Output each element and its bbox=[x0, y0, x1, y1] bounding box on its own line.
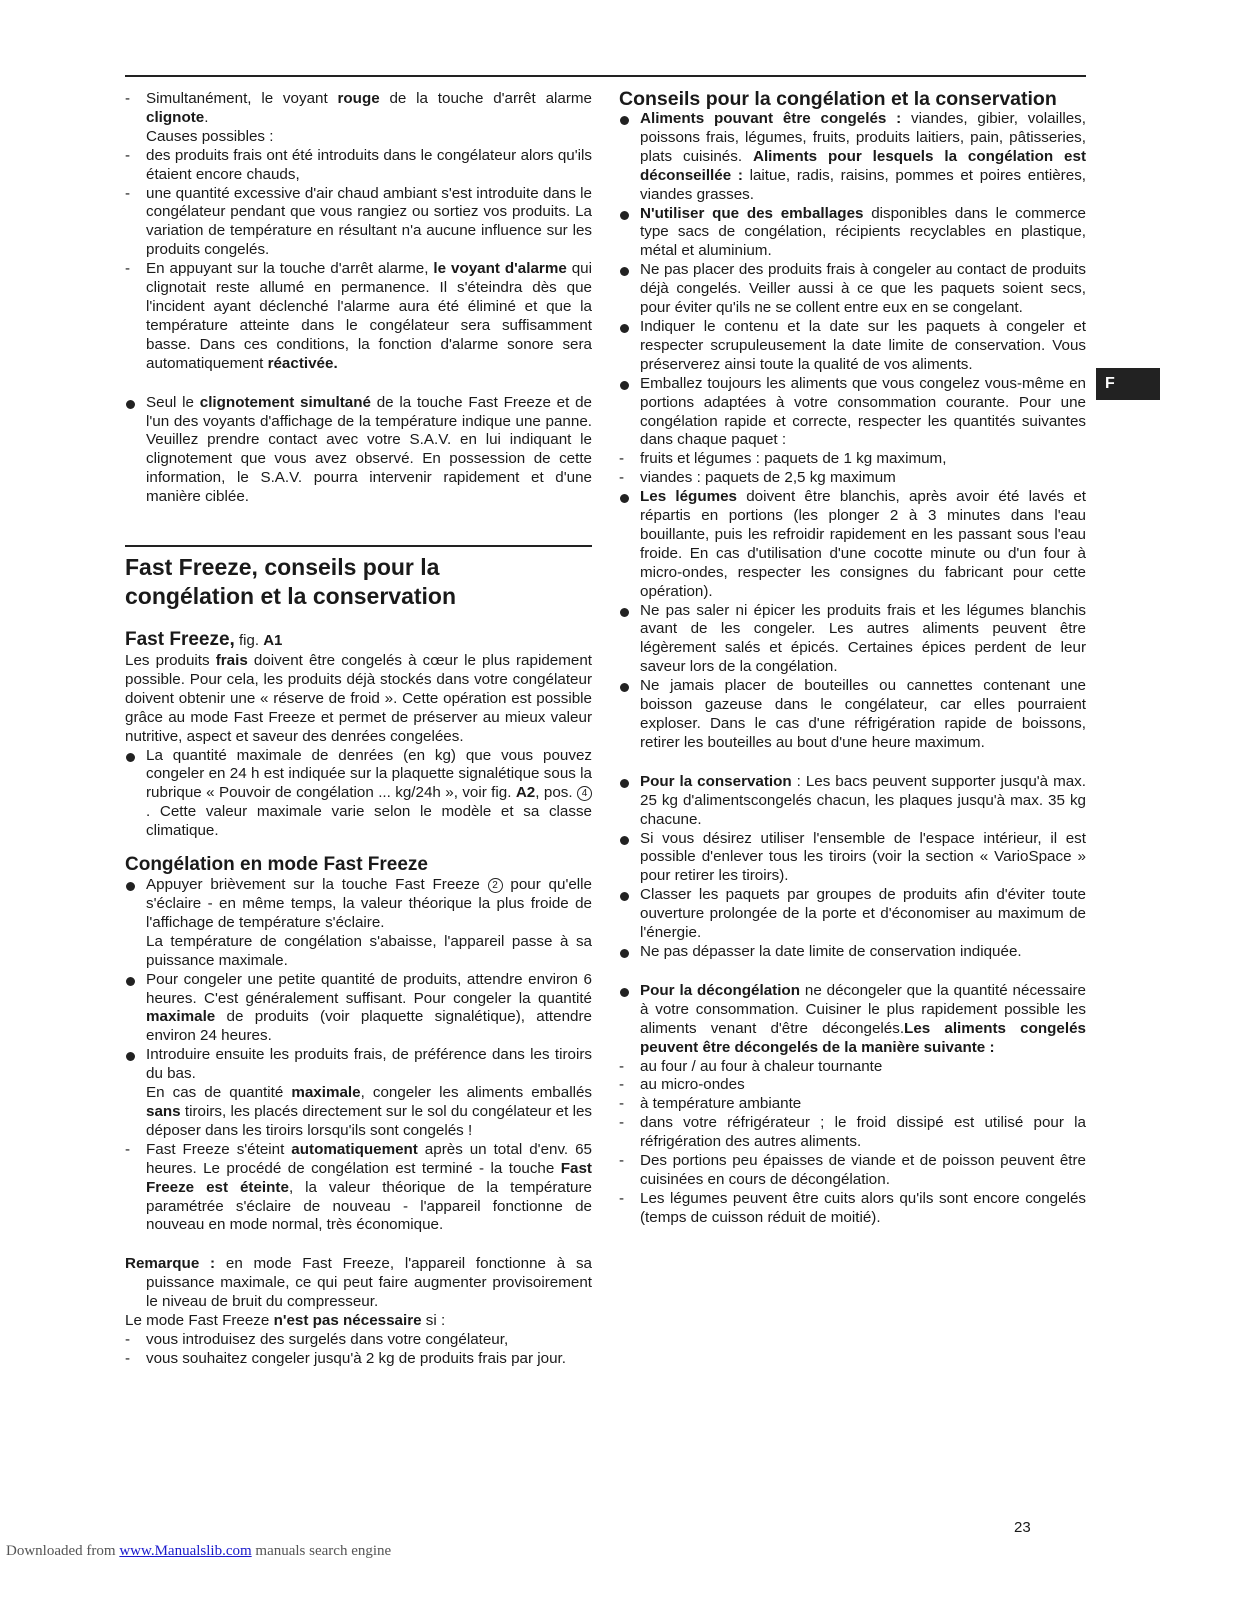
page-number: 23 bbox=[1014, 1519, 1031, 1536]
causes-title: Causes possibles : bbox=[146, 127, 274, 145]
panne-bullet: Seul le clignotement simultané de la touche Fast Freeze et de l'un des voyants d'affichage de la température indique une panne. Veuillez prendre contact avec votre S.A.V. en lui indiquant le clignotement que vous avez observé. En possession de cette information, le S.A.V. pourra intervenir rapidement et d'une manière ciblée. bbox=[125, 394, 592, 507]
not-needed-intro: Le mode Fast Freeze n'est pas nécessaire si : bbox=[125, 1312, 446, 1330]
not-needed-2: - vous souhaitez congeler jusqu'à 2 kg de produits frais par jour. bbox=[125, 1350, 592, 1369]
right-bullet-11: Classer les paquets par groupes de produits afin d'éviter toute ouverture prolongée de la porte et d'économiser au maximum de l'énergie. bbox=[619, 886, 1086, 943]
right-bullet-12: Ne pas dépasser la date limite de conservation indiquée. bbox=[619, 943, 1086, 962]
right-bullet-5: Emballez toujours les aliments que vous congelez vous-même en portions adaptées à votre consommation courante. Pour une congélation rapide et correcte, respecter les quantités suivantes dans chaque paquet : bbox=[619, 375, 1086, 451]
thaw-dash-1: - au four / au four à chaleur tournante bbox=[619, 1058, 1086, 1077]
right-bullet-9: Pour la conservation : Les bacs peuvent supporter jusqu'à max. 25 kg d'alimentscongelés chacun, les plaques jusqu'à max. 35 kg chacune. bbox=[619, 773, 1086, 830]
alarm-dash-1: - Simultanément, le voyant rouge de la touche d'arrêt alarme clignote. bbox=[125, 90, 592, 128]
fast-freeze-heading: Fast Freeze, fig. A1 bbox=[125, 629, 283, 651]
right-bullet-13: Pour la décongélation ne décongeler que la quantité nécessaire à votre consommation. Cuisiner le plus rapidement possible les aliments venant d'être décongelés.Les aliments congelés peuvent être décongelés de la manière suivante : bbox=[619, 982, 1086, 1058]
right-dash-viandes: - viandes : paquets de 2,5 kg maximum bbox=[619, 469, 1086, 488]
not-needed-1: - vous introduisez des surgelés dans votre congélateur, bbox=[125, 1331, 592, 1350]
thaw-dash-6: - Les légumes peuvent être cuits alors qu'ils sont encore congelés (temps de cuisson réduit de moitié). bbox=[619, 1190, 1086, 1228]
right-column bbox=[619, 88, 1086, 1228]
button-2-icon: 2 bbox=[488, 878, 503, 893]
section-rule bbox=[125, 545, 592, 547]
right-heading: Conseils pour la congélation et la conservation bbox=[619, 88, 1057, 110]
right-bullet-10: Si vous désirez utiliser l'ensemble de l'espace intérieur, il est possible d'enlever tous les tiroirs (voir la section « VarioSpace » pour retirer les tiroirs). bbox=[619, 830, 1086, 887]
top-rule bbox=[125, 75, 1086, 77]
right-bullet-2: N'utiliser que des emballages disponibles dans le commerce type sacs de congélation, récipients recyclables en plastique, métal et aluminium. bbox=[619, 205, 1086, 262]
manualslib-link[interactable]: www.Manualslib.com bbox=[119, 1543, 252, 1559]
position-4-icon: 4 bbox=[577, 786, 592, 801]
thaw-dash-2: - au micro-ondes bbox=[619, 1076, 1086, 1095]
remarque: Remarque : en mode Fast Freeze, l'appareil fonctionne à sa puissance maximale, ce qui peut faire augmenter provisoirement le niveau de bruit du compresseur. bbox=[125, 1255, 592, 1311]
right-dash-fruits: - fruits et légumes : paquets de 1 kg maximum, bbox=[619, 450, 1086, 469]
cause-1: - des produits frais ont été introduits dans le congélateur alors qu'ils étaient encore chauds, bbox=[125, 147, 592, 185]
thaw-dash-3: - à température ambiante bbox=[619, 1095, 1086, 1114]
congelation-dash: - Fast Freeze s'éteint automatiquement après un total d'env. 65 heures. Le procédé de congélation est terminé - la touche Fast Freeze est éteinte, la valeur théorique de la température paramétrée s'éclaire de nouveau - l'appareil fonctionne de nouveau en mode normal, très économique. bbox=[125, 1141, 592, 1236]
alarm-dash-2: - En appuyant sur la touche d'arrêt alarme, le voyant d'alarme qui clignotait reste allumé en permanence. Il s'éteindra dès que l'incident ayant déclenché l'alarme aura été éliminé et que la température atteinte dans le congélateur sera suffisamment basse. Dans ces conditions, la fonction d'alarme sonore sera automatiquement réactivée. bbox=[125, 260, 592, 373]
section-title: Fast Freeze, conseils pour la congélation et la conservation bbox=[125, 554, 457, 610]
cause-2: - une quantité excessive d'air chaud ambiant s'est introduite dans le congélateur pendant que vous rangiez ou sortiez vos produits. La variation de température en résultant n'a aucune influence sur les produits congelés. bbox=[125, 185, 592, 261]
congelation-bullet-1: Appuyer brièvement sur la touche Fast Freeze 2 pour qu'elle s'éclaire - en même temps, la valeur théorique la plus froide de l'affichage de température s'éclaire. bbox=[125, 876, 592, 933]
congelation-bullet-3-cont: En cas de quantité maximale, congeler les aliments emballés sans tiroirs, les placés directement sur le sol du congélateur et les déposer dans les tiroirs lorsqu'ils sont congelés ! bbox=[146, 1084, 592, 1139]
congelation-heading: Congélation en mode Fast Freeze bbox=[125, 854, 428, 876]
congelation-bullet-3: Introduire ensuite les produits frais, de préférence dans les tiroirs du bas. bbox=[125, 1046, 592, 1084]
right-bullet-4: Indiquer le contenu et la date sur les paquets à congeler et respecter scrupuleusement la date limite de conservation. Vous préserverez ainsi toute la qualité de vos aliments. bbox=[619, 318, 1086, 375]
right-bullet-6: Les légumes doivent être blanchis, après avoir été lavés et répartis en portions (les plonger 2 à 3 minutes dans l'eau bouillante, puis les refroidir rapidement en les passant sous l'eau froide. En cas d'utilisation d'une cocotte minute ou d'un four à micro-ondes, respecter les consignes du fabricant pour cette opération). bbox=[619, 488, 1086, 601]
thaw-dash-4: - dans votre réfrigérateur ; le froid dissipé est utilisé pour la réfrigération des autres aliments. bbox=[619, 1114, 1086, 1152]
right-bullet-3: Ne pas placer des produits frais à congeler au contact de produits déjà congelés. Veiller aussi à ce que les paquets soient secs, pour éviter qu'ils ne se collent entre eux en se congelant. bbox=[619, 261, 1086, 318]
congelation-bullet-1-cont: La température de congélation s'abaisse, l'appareil passe à sa puissance maximale. bbox=[146, 932, 592, 969]
right-bullet-1: Aliments pouvant être congelés : viandes, gibier, volailles, poissons frais, légumes, fruits, produits laitiers, pain, pâtisseries, plats cuisinés. Aliments pour lesquels la congélation est déconseillée : laitue, radis, raisins, pommes et poires entières, viandes grasses. bbox=[619, 110, 1086, 205]
fast-freeze-intro: Les produits frais doivent être congelés à cœur le plus rapidement possible. Pour cela, les produits déjà stockés dans votre congélateur doivent obtenir une « réserve de froid ». Cette opération est possible grâce au mode Fast Freeze et permet de préserver au mieux valeur nutritive, aspect et saveur des denrées congelées. bbox=[125, 652, 592, 745]
thaw-dash-5: - Des portions peu épaisses de viande et de poisson peuvent être cuisinées en cours de décongélation. bbox=[619, 1152, 1086, 1190]
fast-freeze-bullet: La quantité maximale de denrées (en kg) que vous pouvez congeler en 24 h est indiquée sur la plaquette signalétique sous la rubrique « Pouvoir de congélation ... kg/24h », voir fig. A2, pos. 4 . Cette valeur maximale varie selon le modèle et sa classe climatique. bbox=[125, 747, 592, 842]
download-footer: Downloaded from www.Manualslib.com manuals search engine bbox=[6, 1543, 392, 1559]
language-tab: F bbox=[1096, 368, 1160, 400]
right-bullet-7: Ne pas saler ni épicer les produits frais et les légumes blanchis avant de les congeler. Les autres aliments peuvent être légèrement salés et épicés. Certaines épices perdent de leur saveur lors de la congélation. bbox=[619, 602, 1086, 678]
right-bullet-8: Ne jamais placer de bouteilles ou cannettes contenant une boisson gazeuse dans le congélateur, car elles pourraient exploser. Dans le cas d'une réfrigération rapide de boissons, retirer les bouteilles au bout d'une heure maximum. bbox=[619, 677, 1086, 753]
left-column bbox=[125, 90, 592, 1369]
congelation-bullet-2: Pour congeler une petite quantité de produits, attendre environ 6 heures. C'est généralement suffisant. Pour congeler la quantité maximale de produits (voir plaquette signalétique), attendre environ 24 heures. bbox=[125, 971, 592, 1047]
